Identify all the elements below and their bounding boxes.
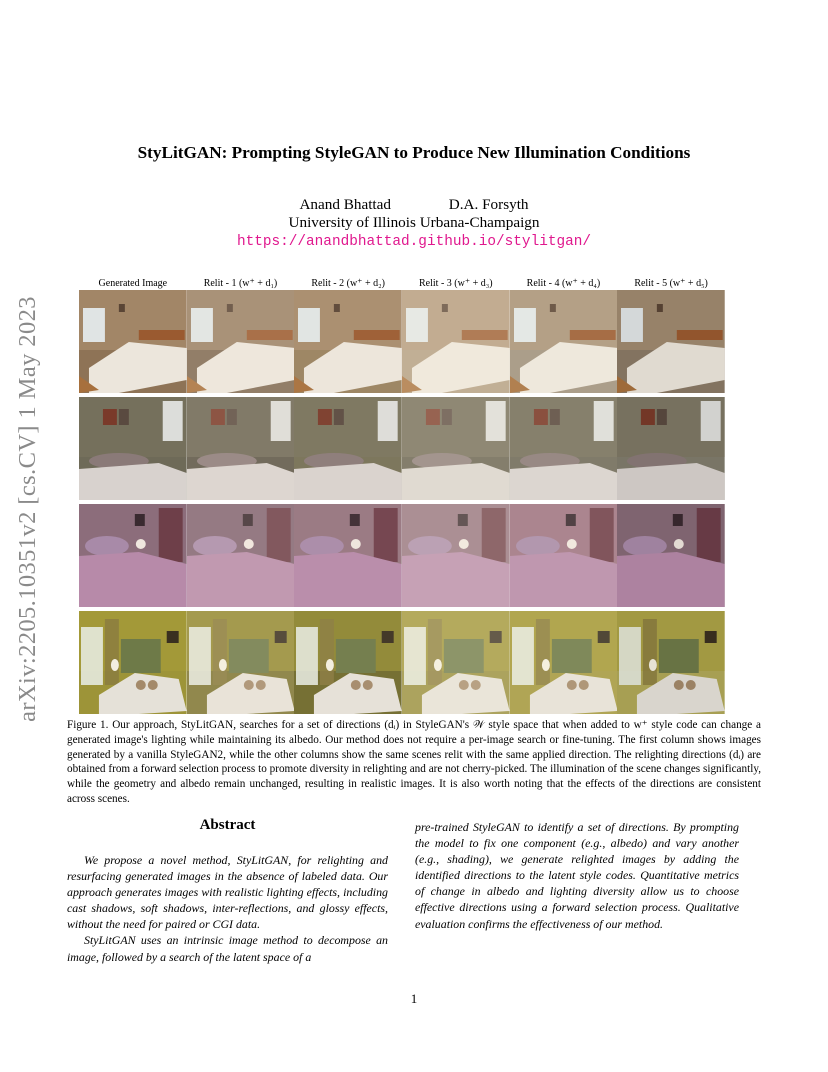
bedroom-image-pink-bedroom-col0 (79, 504, 187, 607)
bedroom-image-white-bedroom-col3 (402, 290, 510, 393)
author-name: D.A. Forsyth (448, 196, 529, 213)
bedroom-image-white-bedroom-col1 (187, 290, 295, 393)
page-number: 1 (410, 991, 418, 1006)
bedroom-image-grey-bedroom-col0 (79, 397, 187, 500)
bedroom-image-yellow-bedroom-col3 (402, 611, 510, 714)
bedroom-image-grey-bedroom-col4 (510, 397, 618, 500)
bedroom-image-yellow-bedroom-col5 (617, 611, 725, 714)
bedroom-image-grey-bedroom-col2 (294, 397, 402, 500)
abstract-right-column: pre-trained StyleGAN to identify a set of directions. By prompting the model to fix one component (e.g., albedo) and vary another (e.g., shading), we generate relighted images by adding the identified directions to the latent style codes. Quantitative metrics of change in albedo and lighting diversity allow us to choose effective directions using a forward selection process. Qualitative evaluation confirms the effectiveness of our method. (415, 820, 739, 931)
bedroom-image-grey-bedroom-col5 (617, 397, 725, 500)
bedroom-image-white-bedroom-col5 (617, 290, 725, 393)
arxiv-stamp: arXiv:2205.10351v2 [cs.CV] 1 May 2023 (14, 296, 41, 722)
figure-1 (79, 277, 725, 714)
bedroom-image-white-bedroom-col4 (510, 290, 618, 393)
bedroom-image-grey-bedroom-col3 (402, 397, 510, 500)
abstract-paragraph: StyLitGAN uses an intrinsic image method to decompose an image, followed by a search of the latent space of a (67, 933, 388, 964)
bedroom-image-pink-bedroom-col3 (402, 504, 510, 607)
figure-image-grid (79, 290, 725, 714)
column-header: Relit - 5 (w⁺ + d₅) (634, 278, 708, 289)
column-header: Generated Image (98, 278, 168, 289)
bedroom-image-yellow-bedroom-col2 (294, 611, 402, 714)
bedroom-image-white-bedroom-col2 (294, 290, 402, 393)
bedroom-image-pink-bedroom-col5 (617, 504, 725, 607)
bedroom-image-pink-bedroom-col2 (294, 504, 402, 607)
paper-title: StyLitGAN: Prompting StyleGAN to Produce New Illumination Conditions (137, 143, 691, 162)
abstract-left-column (67, 852, 388, 965)
bedroom-image-yellow-bedroom-col0 (79, 611, 187, 714)
figure-caption: Figure 1. Our approach, StyLitGAN, searches for a set of directions (dᵢ) in StyleGAN's 𝒲 style space that when added to w⁺ style code can change a generated image's lighting while maintaining its albedo. Our method does not require a per-image search or fine-tuning. The first column shows images generated by a vanilla StyleGAN2, while the other columns show the same scenes relit with the same applied direction. The relighting directions (dᵢ) are obtained from a forward selection process to promote diversity in relighting and are not cherry-picked. The illumination of the scene changes significantly, while the geometry and albedo remain unchanged, resulting in realistic images. It is also worth noting that the effects of the directions are consistent across scenes. (67, 719, 761, 805)
column-header: Relit - 2 (w⁺ + d₂) (311, 278, 385, 289)
bedroom-image-pink-bedroom-col1 (187, 504, 295, 607)
author-name: Anand Bhattad (299, 196, 391, 213)
bedroom-image-pink-bedroom-col4 (510, 504, 618, 607)
author-list (0, 196, 828, 214)
bedroom-image-white-bedroom-col0 (79, 290, 187, 393)
bedroom-image-yellow-bedroom-col4 (510, 611, 618, 714)
project-url-link[interactable]: https://anandbhattad.github.io/stylitgan/ (236, 234, 592, 250)
bedroom-image-yellow-bedroom-col1 (187, 611, 295, 714)
bedroom-image-grey-bedroom-col1 (187, 397, 295, 500)
affiliation: University of Illinois Urbana-Champaign (288, 214, 540, 231)
abstract-heading: Abstract (199, 817, 256, 833)
abstract-paragraph: We propose a novel method, StyLitGAN, for relighting and resurfacing generated images in the absence of labeled data. Our approach generates images with realistic lighting effects, including cast shadows, soft shadows, inter-reflections, and glossy effects, without the need for paired or CGI data. (67, 853, 388, 932)
column-header: Relit - 3 (w⁺ + d₃) (419, 278, 493, 289)
column-header: Relit - 4 (w⁺ + d₄) (526, 278, 601, 289)
figure-column-headers (79, 277, 725, 290)
column-header: Relit - 1 (w⁺ + d₁) (203, 278, 278, 289)
